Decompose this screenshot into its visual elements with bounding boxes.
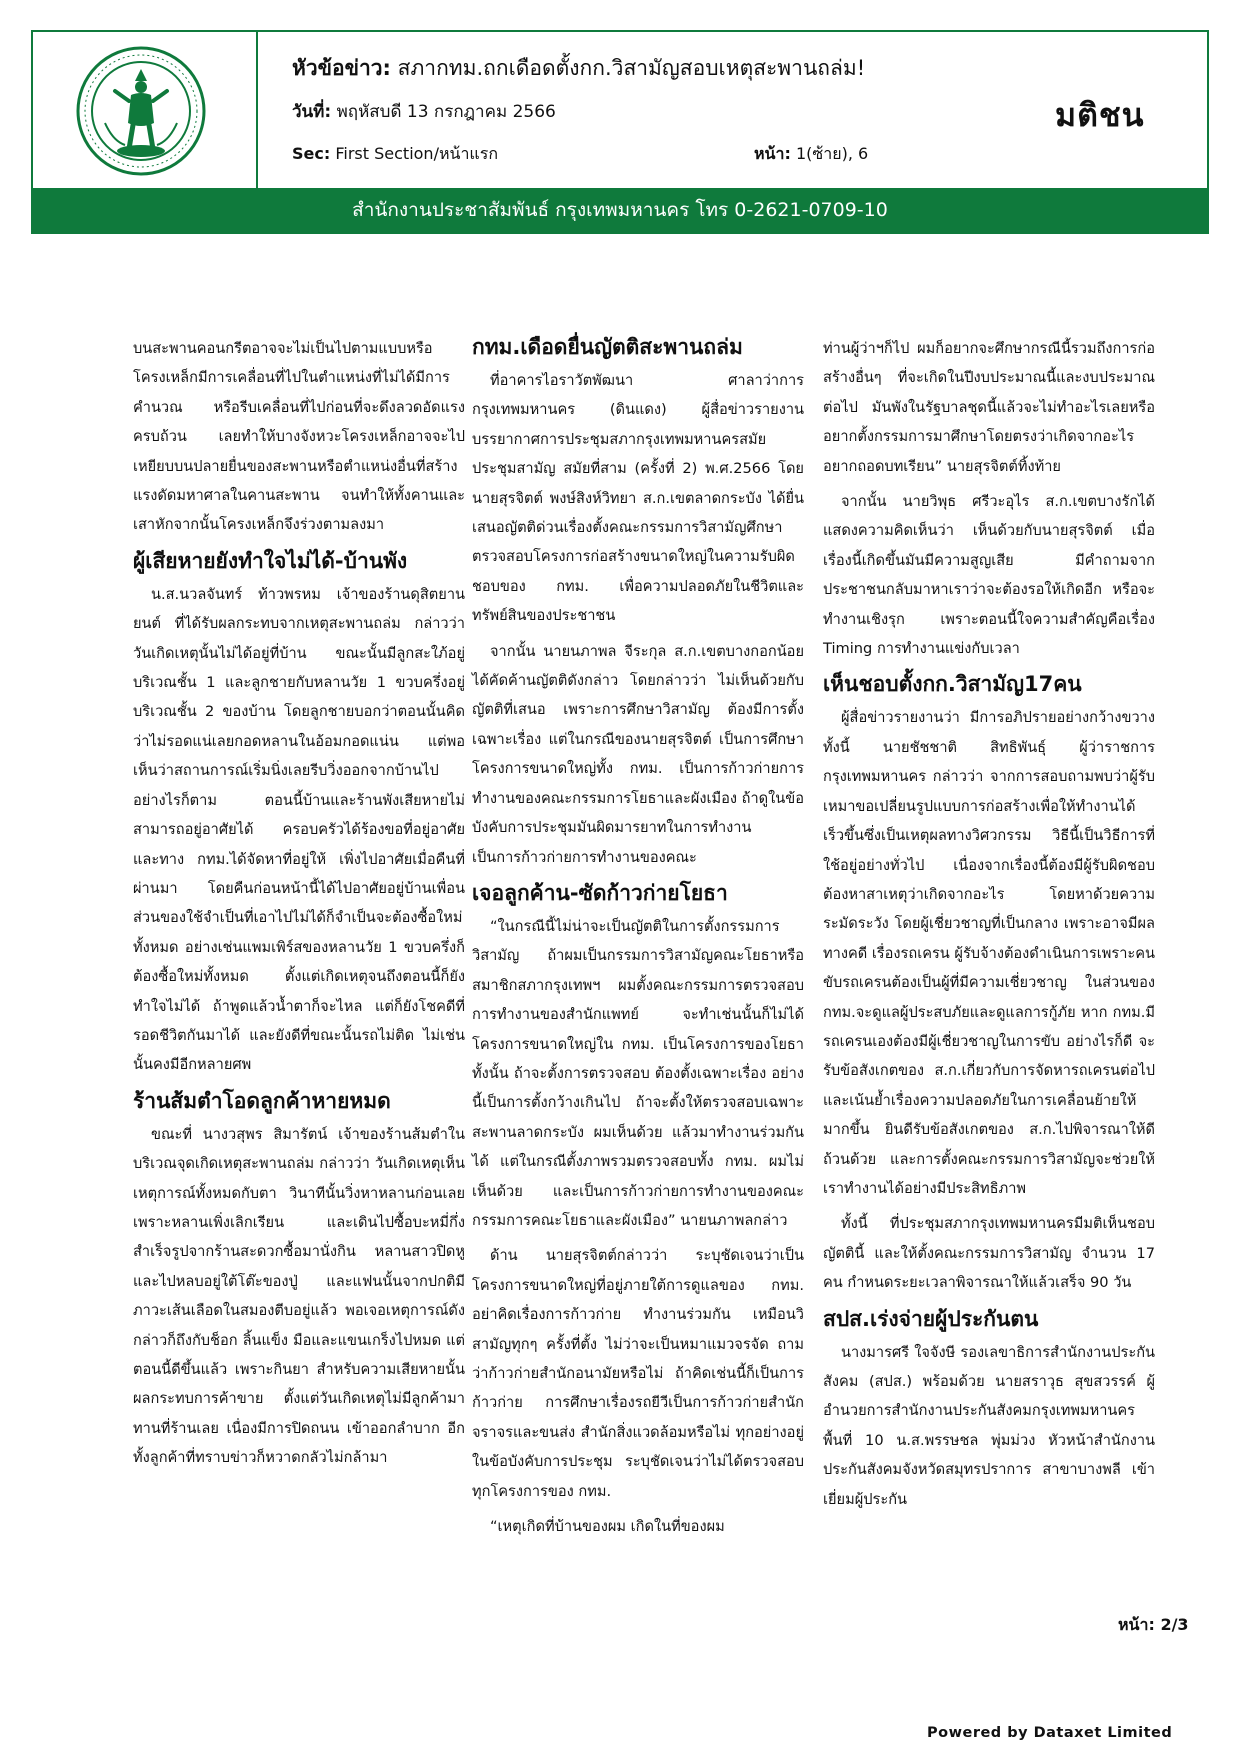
article-paragraph: “ในกรณีนี้ไม่น่าจะเป็นญัตติในการตั้งกรรมการวิสามัญ ถ้าผมเป็นกรรมการวิสามัญคณะโยธาหรือสมาชิกสภากรุงเทพฯ ผมตั้งคณะกรรมการตรวจสอบการทำงานของสำนักแพทย์ จะทำเช่นนั้นก็ไม่ได้ โครงการขนาดใหญ่ใน กทม. เป็นโครงการของโยธาทั้งนั้น ถ้าจะตั้งการตรวจสอบ ต้องตั้งเฉพาะเรื่อง อย่างนี้เป็นการตั้งกว้างเกินไป ถ้าจะตั้งให้ตรวจสอบเฉพาะสะพานลาดกระบัง ผมเห็นด้วย แล้วมาทำงานร่วมกันได้ แต่ในกรณีตั้งภาพรวมตรวจสอบทั้ง กทม. ผมไม่เห็นด้วย และเป็นการก้าวก่ายการทำงานของคณะกรรมการคณะโยธาและผังเมือง” นายนภาพลกล่าว — [472, 917, 804, 1229]
office-text: สำนักงานประชาสัมพันธ์ กรุงเทพมหานคร โทร 0-2621-0709-10 — [352, 199, 888, 221]
article-paragraph: ขณะที่ นางวสุพร สิมารัตน์ เจ้าของร้านส้มตำในบริเวณจุดเกิดเหตุสะพานถล่ม กล่าวว่า วันเกิดเหตุเห็นเหตุการณ์ทั้งหมดกับตา วินาทีนั้นวิ่งหาหลานก่อนเลย เพราะหลานเพิ่งเลิกเรียน และเดินไปซื้อบะหมี่กึ่งสำเร็จรูปจากร้านสะดวกซื้อมานั่งกิน หลานสาวปิดหูและไปหลบอยู่ใต้โต๊ะของปู่ และแฟนนั้นจากปกติมีภาวะเส้นเลือดในสมองตีบอยู่แล้ว พอเจอเหตุการณ์ดังกล่าวก็ถึงกับช็อก ลิ้นแข็ง มือและแขนเกร็งไปหมด แต่ตอนนี้ดีขึ้นแล้ว เพราะกินยา สำหรับความเสียหายนั้น ผลกระทบการค้าขาย ตั้งแต่วันเกิดเหตุไม่มีลูกค้ามาทานที่ร้านเลย เนื่องมีการปิดถนน เข้าออกลำบาก อีกทั้งลูกค้าที่ทราบข่าวก็หวาดกลัวไม่กล้ามา — [133, 1125, 465, 1467]
section-row — [292, 142, 498, 167]
page-number — [1118, 1613, 1189, 1638]
page-ref-text: 1(ซ้าย), 6 — [795, 144, 869, 163]
article-paragraph: ผู้สื่อข่าวรายงานว่า มีการอภิปรายอย่างกว้างขวาง ทั้งนี้ นายชัชชาติ สิทธิพันธุ์ ผู้ว่าราชการกรุงเทพมหานคร กล่าวว่า จากการสอบถามพบว่าผู้รับเหมาขอเปลี่ยนรูปแบบการก่อสร้างเพื่อให้ทำงานได้เร็วขึ้นซึ่งเป็นเหตุผลทางวิศวกรรม วิธีนี้เป็นวิธีการที่ใช้อยู่อย่างทั่วไป เนื่องจากเรื่องนี้ต้องมีผู้รับผิดชอบ ต้องหาสาเหตุว่าเกิดจากอะไร โดยหาด้วยความระมัดระวัง โดยผู้เชี่ยวชาญที่เป็นกลาง เพราะอาจมีผลทางคดี เรื่องรถเครน ผู้รับจ้างต้องดำเนินการเพราะคนขับรถเครนต้องเป็นผู้ที่มีความเชี่ยวชาญ ในส่วนของ กทม.จะดูแลผู้ประสบภัยและดูแลการกู้ภัย หาก กทม.มีรถเครนเองต้องมีผู้เชี่ยวชาญในการขับ อย่างไรก็ดี จะรับข้อสังเกตของ ส.ก.เกี่ยวกับการจัดหารถเครนต่อไป และเน้นย้ำเรื่องความปลอดภัยในการเคลื่อนย้ายให้มากขึ้น ยินดีรับข้อสังเกตของ ส.ก.ไปพิจารณาให้ดีถ้วนด้วย และการตั้งคณะกรรมการวิสามัญจะช่วยให้เราทำงานได้อย่างมีประสิทธิภาพ — [823, 709, 1156, 1197]
subheading: สปส.เร่งจ่ายผู้ประกันตน — [823, 1306, 1039, 1331]
clipping-header — [31, 30, 1209, 234]
page-ref-label: หน้า: — [754, 144, 791, 163]
powered-by-text: Powered by Dataxet Limited — [927, 1725, 1173, 1741]
subheading: เห็นชอบตั้งกก.วิสามัญ17คน — [823, 672, 1082, 697]
page-number-label: หน้า: — [1118, 1615, 1155, 1634]
article-paragraph: จากนั้น นายนภาพล จีระกุล ส.ก.เขตบางกอกน้อย ได้คัดค้านญัตติดังกล่าว โดยกล่าวว่า ไม่เห็นด้วยกับญัตติที่เสนอ เพราะการศึกษาวิสามัญ ต้องมีการตั้งเฉพาะเรื่อง แต่ในกรณีของนายสุรจิตต์ เป็นการศึกษาโครงการขนาดใหญ่ทั้ง กทม. เป็นการก้าวก่ายการทำงานของคณะกรรมการโยธาและผังเมือง ถ้าดูในข้อบังคับการประชุมมันผิดมารยาทในการทำงาน เป็นการก้าวก่ายการทำงานของคณะ — [472, 642, 804, 866]
article-paragraph: น.ส.นวลจันทร์ ท้าวพรหม เจ้าของร้านดุสิตยานยนต์ ที่ได้รับผลกระทบจากเหตุสะพานถล่ม กล่าวว่า วันเกิดเหตุนั้นไม่ได้อยู่ที่บ้าน ขณะนั้นมีลูกสะใภ้อยู่บริเวณชั้น 1 และลูกชายกับหลานวัย 1 ขวบครึ่งอยู่บริเวณชั้น 2 ของบ้าน โดยลูกชายบอกว่าตอนนั้นคิดว่าไม่รอดแน่เลยกอดหลานในอ้อมกอดแน่น แต่พอเห็นว่าสถานการณ์เริ่มนิ่งเลยรีบวิ่งออกจากบ้านไป อย่างไรก็ตาม ตอนนี้บ้านและร้านพังเสียหายไม่สามารถอยู่อาศัยได้ ครอบครัวได้ร้องขอที่อยู่อาศัย และทาง กทม.ได้จัดหาที่อยู่ให้ เพิ่งไปอาศัยเมื่อคืนที่ผ่านมา โดยคืนก่อนหน้านี้ได้ไปอาศัยอยู่บ้านเพื่อน ส่วนของใช้จำเป็นที่เอาไปไม่ได้ก็จำเป็นจะต้องซื้อใหม่ทั้งหมด อย่างเช่นแพมเพิร์สของหลานวัย 1 ขวบครึ่งก็ต้องซื้อใหม่ทั้งหมด ตั้งแต่เกิดเหตุจนถึงตอนนี้ก็ยังทำใจไม่ได้ ถ้าพูดแล้วน้ำตาก็จะไหล แต่ก็ยังโชคดีที่รอดชีวิตกันมาได้ และยังดีที่ขณะนั้นรถไม่ติด ไม่เช่นนั้นคงมีอีกหลายศพ — [133, 585, 465, 1074]
article-paragraph: “เหตุเกิดที่บ้านของผม เกิดในที่ของผม — [490, 1518, 725, 1536]
article-paragraph: จากนั้น นายวิพุธ ศรีวะอุไร ส.ก.เขตบางรักได้แสดงความคิดเห็นว่า เห็นด้วยกับนายสุรจิตต์ เมื่อเรื่องนี้เกิดขึ้นมันมีความสูญเสีย มีคำถามจากประชาชนกลับมาหาเราว่าจะต้องรอให้เกิดอีก หรือจะทำงานเชิงรุก เพราะตอนนี้ใจความสำคัญคือเรื่อง Timing การทำงานแข่งกับเวลา — [823, 493, 1155, 658]
article-paragraph: ท่านผู้ว่าฯก็ไป ผมก็อยากจะศึกษากรณีนี้รวมถึงการก่อสร้างอื่นๆ ที่จะเกิดในปีงบประมาณนี้และงบประมาณต่อไป มันพังในรัฐบาลชุดนี้แล้วจะไม่ทำอะไรเลยหรือ อยากตั้งกรรมการมาศึกษาโดยตรงว่าเกิดจากอะไร อยากถอดบทเรียน” นายสุรจิตต์ทิ้งท้าย — [823, 340, 1155, 475]
date-row — [292, 98, 556, 125]
subheading: ร้านส้มตำโอดลูกค้าหายหมด — [133, 1088, 391, 1113]
section-label: Sec: — [292, 144, 331, 163]
article-paragraph: ด้าน นายสุรจิตต์กล่าวว่า ระบุชัดเจนว่าเป็นโครงการขนาดใหญ่ที่อยู่ภายใต้การดูแลของ กทม. อย่าคิดเรื่องการก้าวก่าย ทำงานร่วมกัน เหมือนวิสามัญทุกๆ ครั้งที่ตั้ง ไม่ว่าจะเป็นหมาแมวจรจัด ถามว่าก้าวก่ายสำนักอนามัยหรือไม่ ถ้าคิดเช่นนี้ก็เป็นการก้าวก่าย การศึกษาเรื่องรถยีวีเป็นการก้าวก่ายสำนักจราจรและขนส่ง สำนักสิ่งแวดล้อมหรือไม่ ทุกอย่างอยู่ในข้อบังคับการประชุม ระบุชัดเจนว่าไม่ได้ตรวจสอบทุกโครงการของ กทม. — [472, 1247, 804, 1500]
page-ref-row — [754, 142, 868, 167]
clipping-info — [292, 32, 1072, 190]
logo-cell — [33, 32, 258, 190]
subheading: ผู้เสียหายยังทำใจไม่ได้-บ้านพัง — [133, 548, 408, 573]
article-column-3 — [823, 334, 1155, 1520]
headline-text: สภากทม.ถกเดือดตั้งกก.วิสามัญสอบเหตุสะพานถล่ม! — [397, 56, 866, 80]
publisher-logo: มติชน — [1055, 96, 1145, 134]
headline-row — [292, 52, 865, 85]
subheading: กทม.เดือดยื่นญัตติสะพานถล่ม — [472, 335, 743, 359]
bangkok-seal-icon — [75, 45, 207, 177]
office-banner — [33, 188, 1207, 232]
article-column-1 — [133, 334, 465, 1479]
page-number-value: 2/3 — [1160, 1615, 1189, 1634]
subheading: เจอลูกค้าน-ซัดก้าวก่ายโยธา — [472, 880, 728, 905]
article-paragraph: นางมารศรี ใจจังษี รองเลขาธิการสำนักงานประกันสังคม (สปส.) พร้อมด้วย นายสราวุธ สุขสวรรค์ ผู้อำนวยการสำนักงานประกันสังคมกรุงเทพมหานคร พื้นที่ 10 น.ส.พรรษชล พุ่มม่วง หัวหน้าสำนักงานประกันสังคมจังหวัดสมุทรปราการ สาขาบางพลี เข้าเยี่ยมผู้ประกัน — [823, 1343, 1155, 1508]
article-paragraph: บนสะพานคอนกรีตอาจจะไม่เป็นไปตามแบบหรือโครงเหล็กมีการเคลื่อนที่ไปในตำแหน่งที่ไม่ได้มีการคำนวณ หรือรีบเคลื่อนที่ไปก่อนที่จะดึงลวดอัดแรงครบถ้วน เลยทำให้บางจังหวะโครงเหล็กอาจจะไปเหยียบบนปลายยื่นของสะพานหรือตำแหน่งอื่นที่สร้างแรงดัดมหาศาลในคานสะพาน จนทำให้ทั้งคานและเสาหักจากนั้นโครงเหล็กจึงร่วงตามลงมา — [133, 340, 465, 534]
article-paragraph: ที่อาคารไอราวัตพัฒนา ศาลาว่าการกรุงเทพมหานคร (ดินแดง) ผู้สื่อข่าวรายงานบรรยากาศการประชุมสภากรุงเทพมหานครสมัยประชุมสามัญ สมัยที่สาม (ครั้งที่ 2) พ.ศ.2566 โดยนายสุรจิตต์ พงษ์สิงห์วิทยา ส.ก.เขตลาดกระบัง ได้ยื่นเสนอญัตติด่วนเรื่องตั้งคณะกรรมการวิสามัญศึกษา ตรวจสอบโครงการก่อสร้างขนาดใหญ่ในความรับผิดชอบของ กทม. เพื่อความปลอดภัยในชีวิตและทรัพย์สินของประชาชน — [472, 372, 804, 625]
date-text: พฤหัสบดี 13 กรกฎาคม 2566 — [336, 102, 556, 122]
article-paragraph: ทั้งนี้ ที่ประชุมสภากรุงเทพมหานครมีมติเห็นชอบญัตตินี้ และให้ตั้งคณะกรรมการวิสามัญ จำนวน 17 คน กำหนดระยะเวลาพิจารณาให้แล้วเสร็จ 90 วัน — [823, 1215, 1155, 1292]
section-text: First Section/หน้าแรก — [335, 144, 499, 163]
date-label: วันที่: — [292, 102, 332, 122]
headline-label: หัวข้อข่าว: — [292, 56, 391, 80]
article-column-2 — [472, 334, 804, 1547]
